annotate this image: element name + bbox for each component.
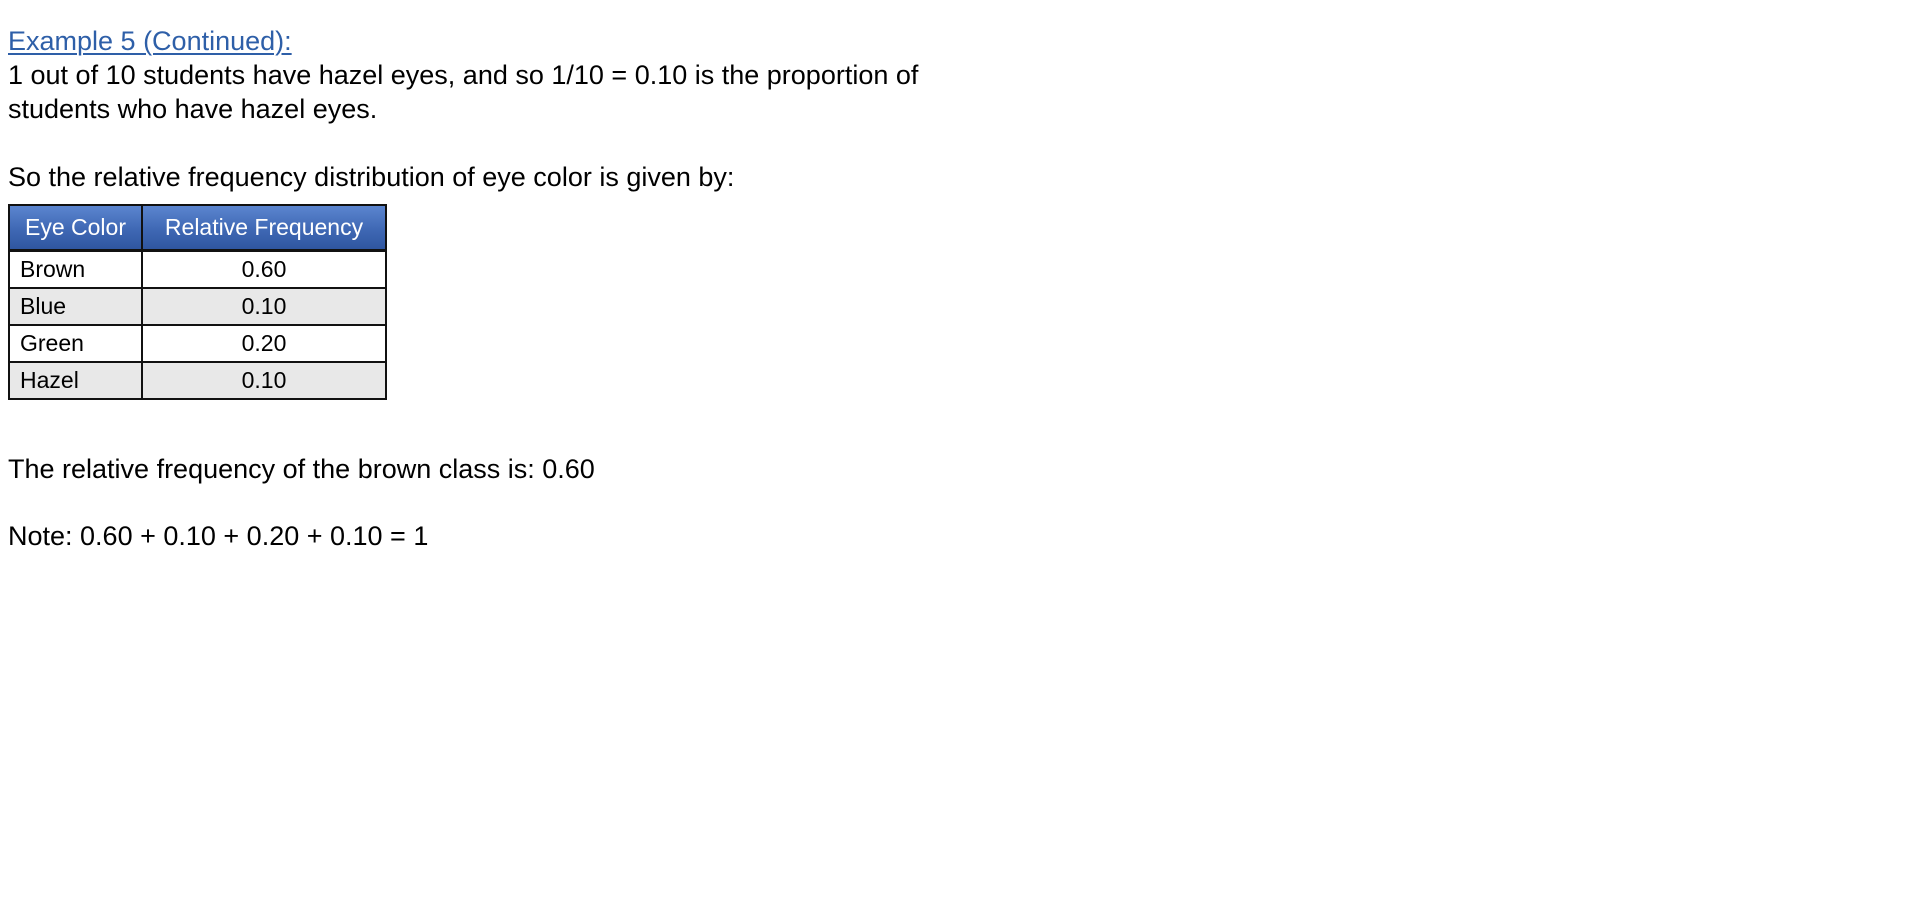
cell-relative-frequency: 0.60	[142, 251, 386, 289]
table-row	[9, 325, 386, 362]
intro-paragraph: 1 out of 10 students have hazel eyes, and so 1/10 = 0.10 is the proportion of students who have hazel eyes.	[8, 60, 919, 124]
cell-eye-color: Brown	[9, 251, 142, 289]
header-relative-frequency: Relative Frequency	[142, 205, 386, 251]
table-header-row	[9, 205, 386, 251]
spacer	[8, 486, 1008, 519]
cell-relative-frequency: 0.10	[142, 362, 386, 399]
spacer	[8, 126, 1008, 160]
brown-class-statement: The relative frequency of the brown class is: 0.60	[8, 454, 595, 484]
example-heading: Example 5 (Continued):	[8, 26, 292, 56]
cell-eye-color: Hazel	[9, 362, 142, 399]
relative-frequency-table	[8, 204, 387, 400]
lead-paragraph: So the relative frequency distribution of eye color is given by:	[8, 162, 735, 192]
cell-relative-frequency: 0.20	[142, 325, 386, 362]
cell-eye-color: Green	[9, 325, 142, 362]
table-row	[9, 251, 386, 289]
cell-eye-color: Blue	[9, 288, 142, 325]
slide-content	[8, 24, 1008, 553]
table-row	[9, 288, 386, 325]
header-eye-color: Eye Color	[9, 205, 142, 251]
sum-note: Note: 0.60 + 0.10 + 0.20 + 0.10 = 1	[8, 521, 429, 551]
spacer	[8, 400, 1008, 452]
cell-relative-frequency: 0.10	[142, 288, 386, 325]
table-row	[9, 362, 386, 399]
